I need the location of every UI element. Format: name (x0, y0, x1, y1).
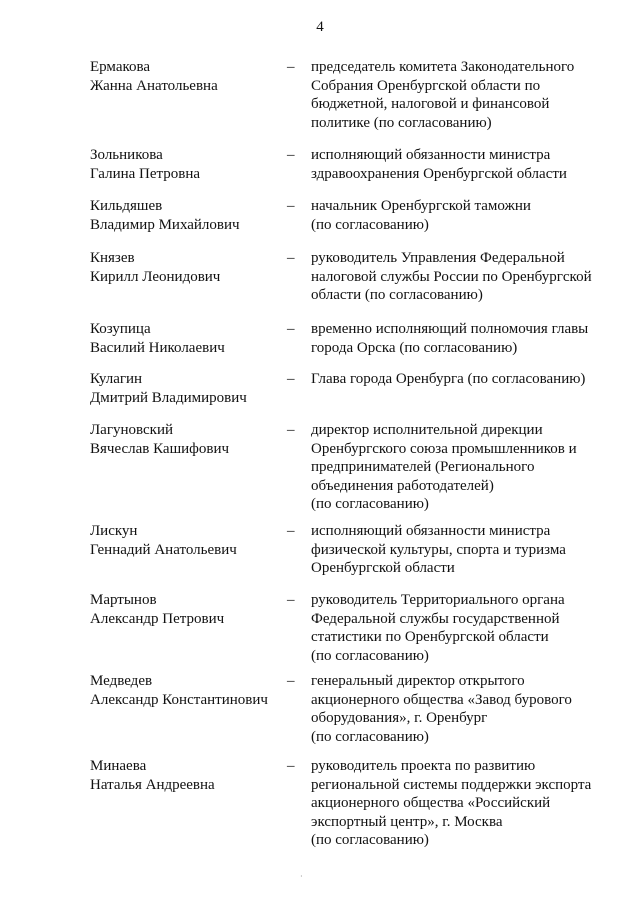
dash-separator: – (287, 592, 295, 608)
member-name (90, 522, 290, 559)
given-names: Кирилл Леонидович (90, 268, 221, 285)
surname: Медведев (90, 673, 153, 689)
surname: Минаева (90, 758, 147, 774)
dash-separator: – (287, 758, 295, 774)
member-role (311, 320, 611, 357)
role-line: руководитель Территориального органа (311, 592, 565, 608)
surname: Козупица (90, 321, 151, 337)
member-name (90, 757, 290, 794)
member-role (311, 197, 611, 234)
role-line: временно исполняющий полномочия главы (311, 321, 589, 337)
member-role (311, 421, 611, 514)
surname: Мартынов (90, 592, 157, 608)
surname: Ермакова (90, 59, 151, 75)
member-role (311, 249, 611, 305)
role-line: исполняющий обязанности министра (311, 523, 551, 539)
surname: Кулагин (90, 371, 143, 387)
role-line: директор исполнительной дирекции (311, 422, 543, 438)
role-line: председатель комитета Законодательного (311, 59, 575, 75)
role-line: руководитель проекта по развитию (311, 758, 536, 774)
given-names: Василий Николаевич (90, 339, 225, 356)
dash-separator: – (287, 198, 295, 214)
member-role (311, 591, 611, 665)
role-line: объединения работодателей) (311, 477, 494, 494)
given-names: Александр Константинович (90, 691, 268, 708)
dash-separator: – (287, 59, 295, 75)
role-line: предпринимателей (Регионального (311, 459, 535, 475)
member-name (90, 146, 290, 183)
role-line: (по согласованию) (311, 832, 429, 848)
dash-separator: – (287, 673, 295, 689)
given-names: Александр Петрович (90, 610, 225, 627)
given-names: Вячеслав Кашифович (90, 440, 230, 457)
role-line: (по согласованию) (311, 647, 429, 664)
scan-speck: · (300, 872, 303, 881)
given-names: Жанна Анатольевна (90, 77, 218, 94)
role-line: генеральный директор открытого (311, 673, 525, 689)
role-line: экспортный центр», г. Москва (311, 813, 503, 830)
member-role (311, 58, 611, 132)
member-role (311, 672, 611, 746)
dash-separator: – (287, 371, 295, 387)
role-line: физической культуры, спорта и туризма (311, 541, 566, 558)
surname: Кильдяшев (90, 198, 163, 214)
dash-separator: – (287, 523, 295, 539)
member-name (90, 58, 290, 95)
role-line: Федеральной службы государственной (311, 610, 560, 627)
given-names: Наталья Андреевна (90, 776, 215, 793)
role-line: акционерного общества «Завод бурового (311, 691, 572, 708)
role-line: Глава города Оренбурга (по согласованию) (311, 371, 586, 387)
given-names: Галина Петровна (90, 165, 201, 182)
member-role (311, 370, 611, 389)
member-role (311, 757, 611, 850)
role-line: (по согласованию) (311, 216, 429, 233)
role-line: начальник Оренбургской таможни (311, 198, 531, 214)
role-line: Собрания Оренбургской области по (311, 77, 541, 94)
member-role (311, 146, 611, 183)
member-name (90, 249, 290, 286)
given-names: Владимир Михайлович (90, 216, 240, 233)
given-names: Геннадий Анатольевич (90, 541, 237, 558)
role-line: региональной системы поддержки экспорта (311, 776, 592, 793)
member-name (90, 320, 290, 357)
member-name (90, 672, 290, 709)
role-line: (по согласованию) (311, 496, 429, 512)
role-line: акционерного общества «Российский (311, 795, 551, 811)
dash-separator: – (287, 250, 295, 266)
surname: Князев (90, 250, 135, 266)
role-line: налоговой службы России по Оренбургской (311, 268, 592, 285)
given-names: Дмитрий Владимирович (90, 389, 247, 406)
role-line: бюджетной, налоговой и финансовой (311, 96, 550, 112)
member-name (90, 591, 290, 628)
role-line: здравоохранения Оренбургской области (311, 165, 567, 182)
surname: Зольникова (90, 147, 163, 163)
role-line: статистики по Оренбургской области (311, 629, 549, 645)
page-number: 4 (316, 19, 324, 35)
role-line: политике (по согласованию) (311, 114, 492, 131)
role-line: Оренбургской области (311, 560, 455, 576)
surname: Лагуновский (90, 422, 174, 438)
member-role (311, 522, 611, 578)
member-name (90, 197, 290, 234)
role-line: области (по согласованию) (311, 287, 483, 303)
role-line: исполняющий обязанности министра (311, 147, 551, 163)
role-line: оборудования», г. Оренбург (311, 710, 488, 726)
role-line: города Орска (по согласованию) (311, 339, 518, 356)
dash-separator: – (287, 422, 295, 438)
surname: Лискун (90, 523, 138, 539)
role-line: руководитель Управления Федеральной (311, 250, 565, 266)
member-name (90, 370, 290, 407)
member-name (90, 421, 290, 458)
dash-separator: – (287, 321, 295, 337)
dash-separator: – (287, 147, 295, 163)
role-line: Оренбургского союза промышленников и (311, 440, 577, 457)
role-line: (по согласованию) (311, 728, 429, 745)
